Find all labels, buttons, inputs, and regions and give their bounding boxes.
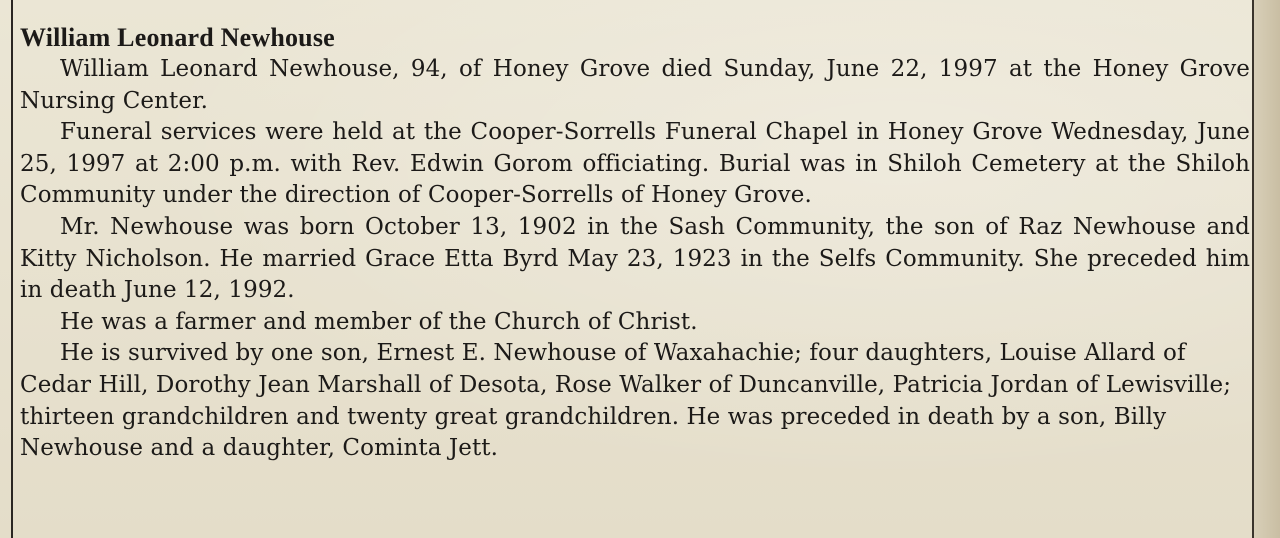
paragraph-biography: Mr. Newhouse was born October 13, 1902 in the Sash Community, the son of Raz Newhouse and Kitty Nicholson. He married Grace Etta Byrd May 23, 1923 in the Selfs Community. She preceded him in death June 12, 1992. [20,213,1250,304]
obituary-article [20,22,1250,465]
obituary-headline: William Leonard Newhouse [20,23,335,52]
column-rule-left [11,0,13,538]
paragraph-occupation: He was a farmer and member of the Church of Christ. [60,308,698,335]
paragraph-survivors: He is survived by one son, Ernest E. Newhouse of Waxahachie; four daughters, Louise Allard of Cedar Hill, Dorothy Jean Marshall of Desota, Rose Walker of Duncanville, Patricia Jordan of Lewisville; thirteen grandchildren and twenty great grandchildren. He was preceded in death by a son, Billy Newhouse and a daughter, Cominta Jett. [20,340,1232,462]
paragraph-funeral-services: Funeral services were held at the Cooper-Sorrells Funeral Chapel in Honey Grove Wednesday, June 25, 1997 at 2:00 p.m. with Rev. Edwin Gorom officiating. Burial was in Shiloh Cemetery at the Shiloh Community under the direction of Cooper-Sorrells of Honey Grove. [20,119,1250,209]
adjacent-column-edge [1254,0,1280,538]
paragraph-death-notice: William Leonard Newhouse, 94, of Honey Grove died Sunday, June 22, 1997 at the Honey Grove Nursing Center. [20,56,1250,114]
